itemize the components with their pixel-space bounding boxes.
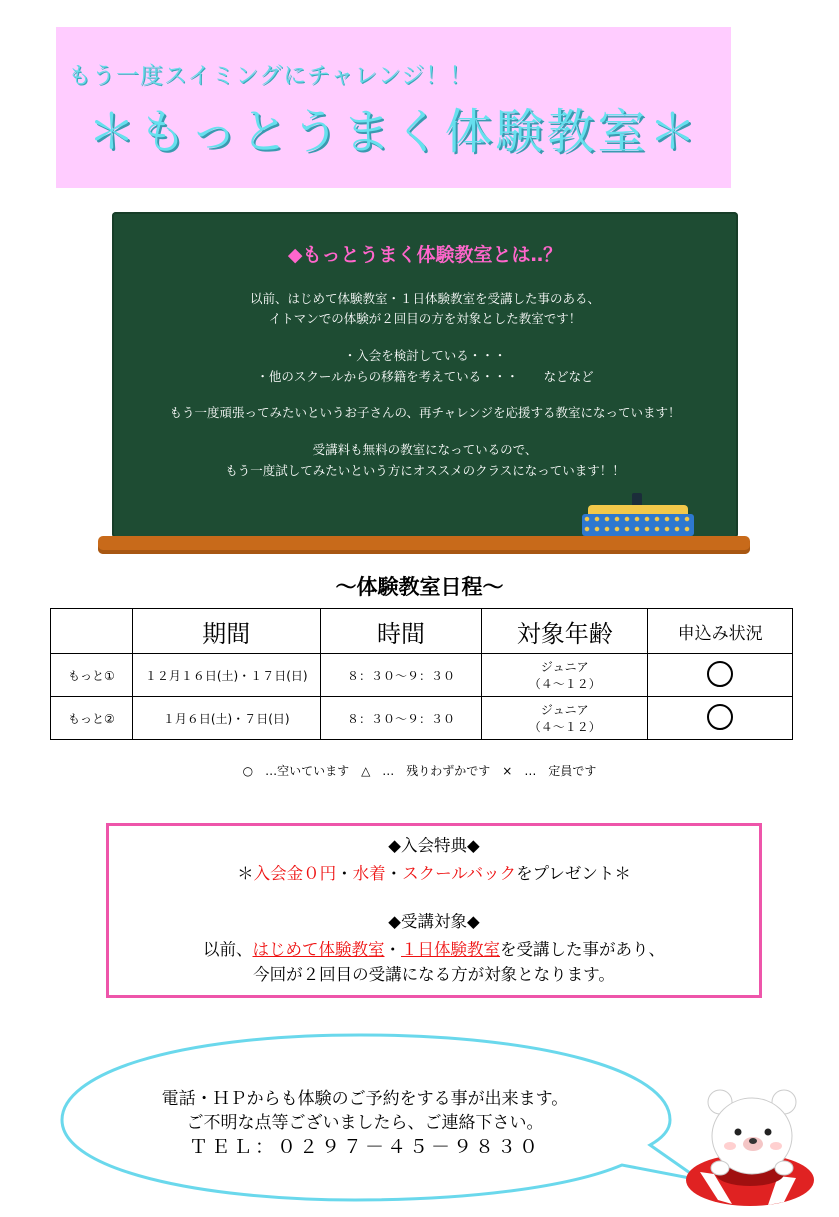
header-banner xyxy=(56,27,731,188)
board-heading: ◆もっとうまく体験教室とは‥？ xyxy=(287,244,563,266)
contact-line-1: 電話・ＨＰからも体験のご予約をする事が出来ます。 xyxy=(161,1089,569,1109)
row-time: ８：３０～９：３０ xyxy=(320,697,482,740)
target-line-2: 今回が２回目の受講になる方が対象となります。 xyxy=(253,965,615,984)
board-text-p1-l2: イトマンでの体験が２回目の方を対象とした教室です！ xyxy=(268,311,582,326)
bear-swim-ring-icon xyxy=(680,1080,820,1210)
age-line-1: ジュニア xyxy=(540,703,589,717)
board-text-p2: もう一度頑張ってみたいというお子さんの、再チャレンジを応援する教室になっています！ xyxy=(169,405,681,420)
header-age: 対象年齢 xyxy=(482,609,648,654)
contact-tel: ＴＥＬ：０２９７－４５－９８３０ xyxy=(188,1136,541,1158)
board-text-p3-l1: 受講料も無料の教室になっているので、 xyxy=(312,442,538,457)
row-period: １月６日(土)・７日(日) xyxy=(132,697,320,740)
benefit-heading: ◆入会特典◆ xyxy=(388,836,480,855)
age-line-1: ジュニア xyxy=(540,660,589,674)
row-name: もっと② xyxy=(51,697,133,740)
board-text-p1-l1: 以前、はじめて体験教室・１日体験教室を受講した事のある、 xyxy=(249,291,600,306)
schedule-table xyxy=(50,608,793,740)
row-name: もっと① xyxy=(51,654,133,697)
table-row xyxy=(51,697,793,740)
banner-subtitle: もう一度スイミングにチャレンジ！！ xyxy=(68,63,474,89)
header-status: 申込み状況 xyxy=(648,609,793,654)
row-time: ８：３０～９：３０ xyxy=(320,654,482,697)
target-line-1: 以前、はじめて体験教室・１日体験教室を受講した事があり、 xyxy=(203,940,665,959)
row-status xyxy=(648,697,793,740)
available-circle-icon xyxy=(707,661,733,687)
row-status xyxy=(648,654,793,697)
eraser-icon xyxy=(582,505,694,536)
target-heading: ◆受講対象◆ xyxy=(388,912,480,931)
schedule-title: ～体験教室日程～ xyxy=(335,575,504,599)
board-bullet-1: ・入会を検討している・・・ xyxy=(343,348,507,363)
status-legend: ○ …空いています △ … 残りわずかです × … 定員です xyxy=(242,764,597,778)
table-row xyxy=(51,654,793,697)
contact-line-2: ご不明な点等ございましたら、ご連絡下さい。 xyxy=(186,1113,544,1133)
row-age xyxy=(482,697,648,740)
table-header-row xyxy=(51,609,793,654)
benefit-items: ＊入会金０円・水着・スクールバックをプレゼント＊ xyxy=(237,864,631,883)
board-bullet-2: ・他のスクールからの移籍を考えている・・・ などなど xyxy=(256,369,594,384)
row-period: １２月１６日(土)・１７日(日) xyxy=(132,654,320,697)
header-period: 期間 xyxy=(132,609,320,654)
header-time: 時間 xyxy=(320,609,482,654)
available-circle-icon xyxy=(707,704,733,730)
board-text-p3-l2: もう一度試してみたいという方にオススメのクラスになっています！！ xyxy=(225,463,625,478)
banner-title: ＊もっとうまく体験教室＊ xyxy=(87,104,700,160)
age-line-2: （４～１２） xyxy=(528,677,601,691)
chalkboard-ledge xyxy=(98,536,750,554)
age-line-2: （４～１２） xyxy=(528,720,601,734)
row-age xyxy=(482,654,648,697)
header-blank xyxy=(51,609,133,654)
